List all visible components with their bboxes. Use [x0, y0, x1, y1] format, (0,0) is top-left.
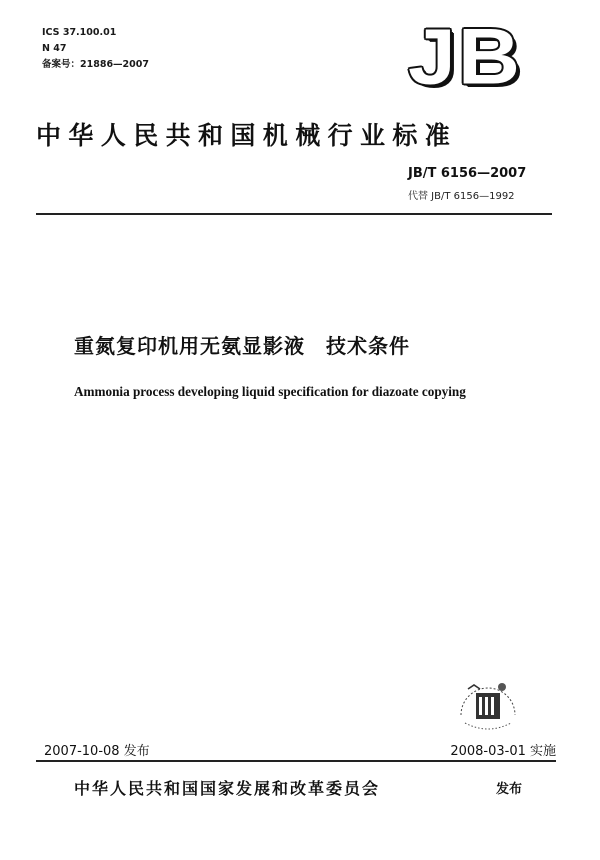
standard-category-title: 中华人民共和国机械行业标准	[36, 121, 458, 150]
document-title-english: Ammonia process developing liquid specification for diazoate copying	[74, 384, 466, 399]
record-number: 备案号：21886—2007	[42, 59, 149, 70]
standard-number: JB/T 6156—2007	[408, 166, 527, 181]
issuing-label: 发布	[496, 782, 523, 797]
header-divider	[36, 213, 552, 215]
issuing-authority: 中华人民共和国国家发展和改革委员会	[74, 779, 381, 798]
ics-code: ICS 37.100.01	[42, 27, 117, 38]
publisher-emblem-icon	[455, 675, 521, 737]
replaces-standard: 代替 JB/T 6156—1992	[408, 191, 515, 202]
implementation-date: 2008-03-01 实施	[450, 744, 556, 759]
ccs-code: N 47	[42, 43, 67, 54]
jb-logo: JB	[408, 12, 522, 101]
publication-date: 2007-10-08 发布	[44, 744, 150, 759]
footer-divider	[36, 760, 556, 762]
document-title-chinese: 重氮复印机用无氨显影液 技术条件	[74, 334, 410, 358]
